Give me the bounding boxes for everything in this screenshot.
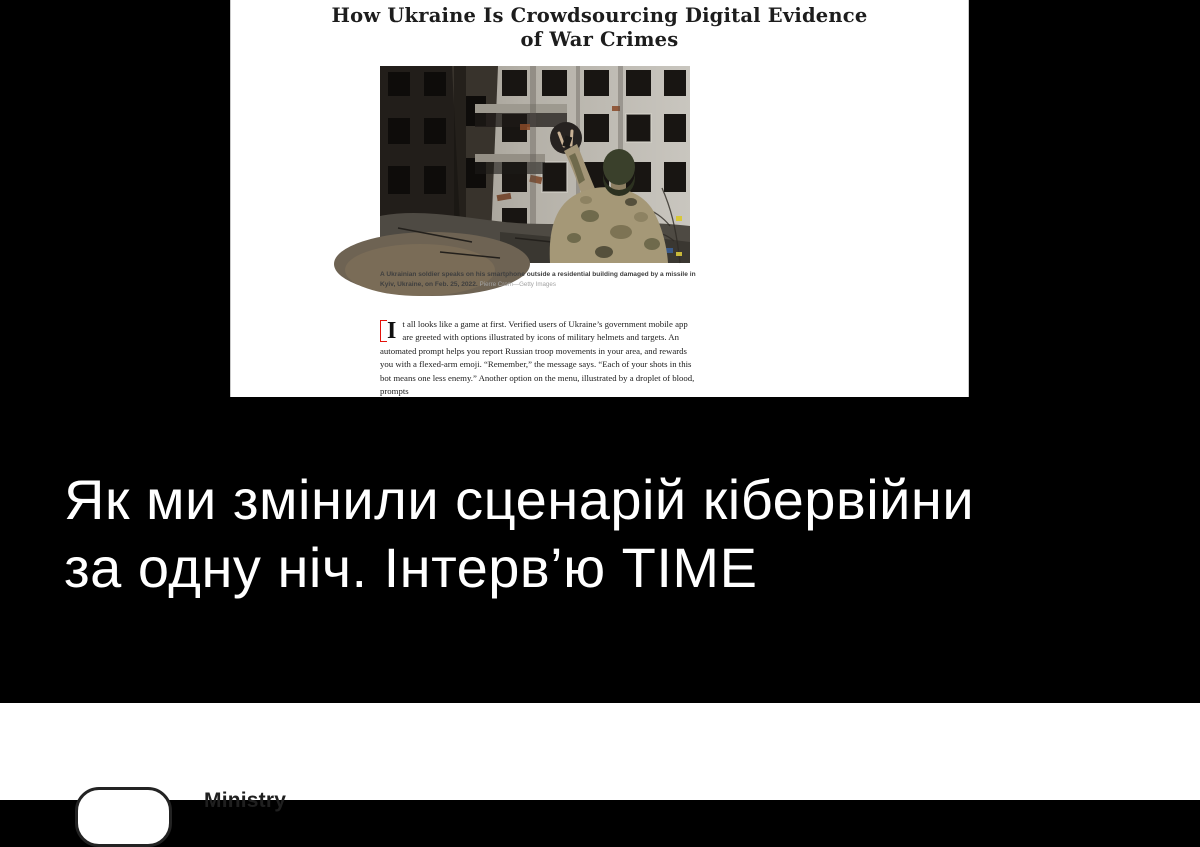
article-title [231,4,968,52]
article-title-line2: of War Crimes [520,28,679,51]
time-article-embed [230,0,969,397]
article-body-text: t all looks like a game at first. Verified users of Ukraine’s government mobile app are greeted with options illustrated by icons of military helmets and targets. An automated prompt helps you report Russian troop movements in your area, and rewards you with a flexed-arm emoji. “Remember,” the message says. “Each of your shots in this bot means one less enemy.” Another option on the menu, illustrated by a droplet of blood, prompts [380,319,695,397]
photo-credit: Pierre Crom—Getty Images [479,280,556,288]
page-title-line2: за одну ніч. Інтерв’ю TIME [64,536,758,599]
footer [0,703,1200,812]
caption-text: A Ukrainian soldier speaks on his smartphone outside a residential building damaged by a missile in Kyiv, Ukraine, on Feb. 25, 2022. [380,271,696,288]
article-body [380,318,696,398]
page-title-line1: Як ми змінили сценарій кібервійни [64,468,975,531]
dropcap-letter: I [380,319,401,342]
article-caption [380,270,698,289]
article-photo [380,66,690,263]
page-title [64,466,974,602]
ministry-logo-icon [75,787,172,847]
article-title-line1: How Ukraine Is Crowdsourcing Digital Evidence [331,4,868,27]
ministry-logo-label: Ministry [204,789,287,812]
